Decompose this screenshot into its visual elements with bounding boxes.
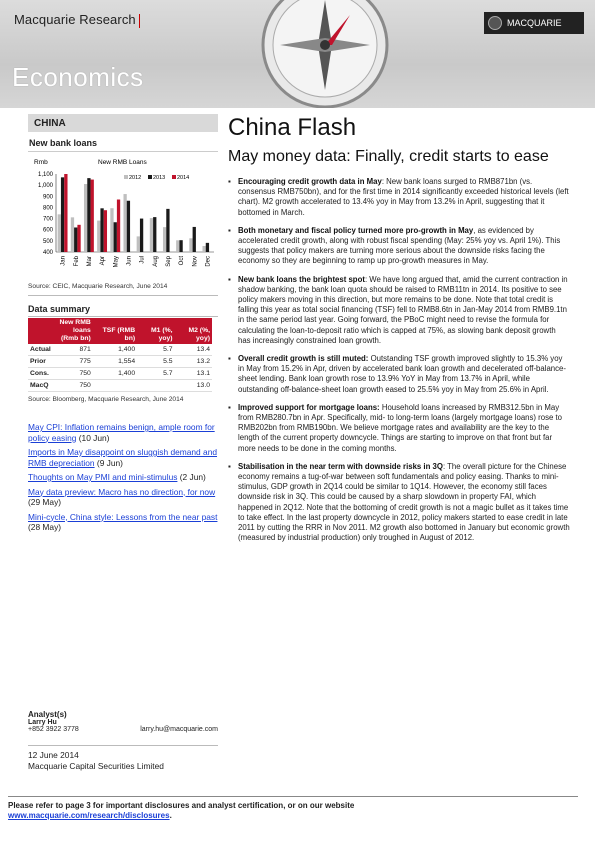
x-tick-label: Dec	[205, 256, 212, 267]
report-link[interactable]: May CPI: Inflation remains benign, ample room for policy easing	[28, 422, 215, 443]
table-source: Source: Bloomberg, Macquarie Research, June 2014	[28, 396, 184, 403]
bullet-lead: Stabilisation in the near term with downside risks in 3Q	[238, 461, 443, 471]
legend-label: 2014	[177, 175, 190, 181]
bullet-body: , as evidenced by accelerated credit growth, along with robust fiscal spending (May: 25% yoy vs. April 1%). This suggests that policy makers are turning more serious about the downside risks facing the economy so they are beginning to ramp up pro-growth measures in May.	[238, 225, 561, 266]
x-tick-label: Jun	[126, 256, 133, 266]
list-item	[228, 275, 570, 346]
bullet-lead: Both monetary and fiscal policy turned more pro-growth in May	[238, 225, 474, 235]
related-reports	[28, 422, 218, 533]
y-tick-label: 700	[42, 216, 53, 223]
analyst-contact	[28, 726, 218, 733]
table-cell: 13.4	[175, 344, 212, 356]
page-subtitle: May money data: Finally, credit starts to ease	[228, 148, 549, 165]
table-cell: 13.0	[175, 380, 212, 392]
disclosures-link[interactable]: www.macquarie.com/research/disclosures	[8, 811, 170, 820]
table-cell: 775	[53, 356, 93, 368]
table-cell: 1,400	[93, 368, 137, 380]
x-tick-label: Apr	[100, 256, 107, 266]
x-tick-label: Aug	[152, 256, 159, 267]
company-name: Macquarie Capital Securities Limited	[28, 760, 164, 771]
x-tick-label: May	[113, 256, 120, 268]
x-tick-label: Nov	[192, 256, 199, 267]
bar	[91, 180, 94, 252]
bar	[104, 210, 107, 252]
bullet-list	[228, 177, 570, 544]
bar	[137, 236, 140, 252]
table-cell: 5.7	[137, 368, 174, 380]
bar	[61, 177, 64, 252]
y-tick-label: 800	[42, 205, 53, 212]
table-cell: 750	[53, 368, 93, 380]
table-cell: 5.5	[137, 356, 174, 368]
y-tick-label: 900	[42, 194, 53, 201]
table-cell	[93, 380, 137, 392]
country-label: CHINA	[28, 114, 218, 132]
legend-label: 2013	[153, 175, 166, 181]
bar	[193, 227, 196, 252]
table-row	[28, 344, 212, 356]
bullet-lead: Overall credit growth is still muted:	[238, 354, 369, 364]
bar	[140, 219, 143, 252]
chart-title: New RMB Loans	[98, 159, 147, 166]
legend-label: 2012	[129, 175, 142, 181]
list-item	[28, 447, 218, 468]
bullet-body: Household loans increased by RMB312.5bn in May from RMB280.7bn in Apr. Specifically, mid- to long-term loans (largely mortgage loans) rose to RMB202bn from RMB190bn. We believe mortgage rates and availability are the key to the length of the current property downcycle. Things are starting to improve on that front but far more needs to be done in the coming months.	[238, 402, 563, 453]
brand-name: Macquarie Research	[14, 12, 140, 28]
report-link[interactable]: Imports in May disappoint on sluggish demand and RMB depreciation	[28, 447, 218, 468]
publication-info	[28, 745, 218, 771]
report-link[interactable]: Thoughts on May PMI and mini-stimulus	[28, 472, 178, 482]
table-cell: 1,554	[93, 356, 137, 368]
table-cell: 871	[53, 344, 93, 356]
analyst-phone: +852 3922 3778	[28, 726, 79, 733]
table-cell: Actual	[28, 344, 53, 356]
table-cell: 1,400	[93, 344, 137, 356]
loans-chart	[28, 151, 218, 279]
table-cell	[137, 380, 174, 392]
table-cell: Prior	[28, 356, 53, 368]
table-cell: 5.7	[137, 344, 174, 356]
bar	[74, 227, 77, 252]
footer-text: Please refer to page 3 for important disclosures and analyst certification, or on our website	[8, 801, 355, 810]
analyst-block	[28, 710, 218, 733]
bullet-lead: Improved support for mortgage loans:	[238, 402, 380, 412]
list-item	[228, 226, 570, 267]
x-tick-label: Jul	[139, 256, 146, 264]
sidebar	[28, 114, 218, 537]
list-item	[228, 354, 570, 395]
bar	[100, 208, 103, 252]
table-cell: MacQ	[28, 380, 53, 392]
table-cell: 750	[53, 380, 93, 392]
bar	[206, 243, 209, 252]
bar	[202, 246, 205, 252]
table-header-cell	[28, 318, 53, 344]
table-cell: Cons.	[28, 368, 53, 380]
bullet-body: Outstanding TSF growth improved slightly to 15.3% yoy in May from 15.2% in Apr, driven by accelerated bank loan growth and decelerated off-balance-sheet lending. Bank loan growth rose to 13.9% YoY in May from 13.7% in April, while outstanding off-balance-sheet loan growth eased to 25.5% yoy in May from 25.6% in April.	[238, 354, 566, 394]
bullet-body: : The overall picture for the Chinese economy remains a tug-of-war between soft fundamentals and policy easing. Thanks to mini-stimulus, GDP growth in 2Q14 could be similar to 1Q14. However, the economy still faces downside risk in 3Q. This could be caused by a sharp slowdown in property FAI, which happened in 2Q12. Note that the bottoming of credit growth is not a magic bullet as it takes time to take effect. In the last property downcycle in 2012, policy makers started to ease credit in late 2011 by cutting the RRR in Nov 2011. M2 growth also bottomed in January but economic growth (measured by industrial production) only troughed in August of 2012.	[238, 461, 570, 543]
bar	[153, 217, 156, 252]
bullet-body: : We have long argued that, amid the current contraction in shadow banking, the bank loan quota should be raised to RMB11tn in 2014. Its positive to see policy makers moving in this direction, but more remains to be done. Note that total credit is falling this year as total social financing (TSF) fell to RMB8.6tn in Jan-May 2014 from RMB9.1tn in the same period last year. Going forward, the PBoC might need to revise the formula for calculating the loan-to-deposit ratio which is capped at 75%, as slowing bank deposit growth has increasingly constrained loan growth.	[238, 274, 568, 345]
disclosure-footer	[8, 796, 578, 821]
bar	[176, 240, 179, 252]
report-link[interactable]: Mini-cycle, China style: Lessons from the near past	[28, 511, 218, 522]
bar	[150, 218, 153, 252]
section-title: Economics	[12, 62, 144, 92]
bar	[58, 214, 61, 252]
y-tick-label: 400	[42, 250, 53, 256]
bar	[64, 174, 67, 252]
bar	[179, 240, 182, 252]
table-header-cell: M1 (%, yoy)	[137, 318, 174, 344]
list-item	[228, 462, 570, 544]
legend-swatch	[148, 175, 152, 179]
publication-date: 12 June 2014	[28, 750, 79, 760]
data-summary-table	[28, 318, 212, 392]
report-date: (10 Jun)	[76, 432, 110, 443]
table-row	[28, 380, 212, 392]
compass-image-icon	[250, 0, 400, 108]
table-row	[28, 368, 212, 380]
table-header-cell: M2 (%, yoy)	[175, 318, 212, 344]
report-date: (28 May)	[28, 522, 62, 532]
page-title: China Flash	[228, 114, 357, 141]
bar	[117, 200, 120, 252]
analyst-name: Larry Hu	[28, 719, 57, 726]
list-item	[28, 487, 218, 508]
loans-chart-svg	[28, 152, 218, 280]
bar	[97, 221, 100, 252]
list-item	[28, 512, 218, 533]
footer-end: .	[169, 811, 172, 820]
bar	[166, 209, 169, 252]
bullet-lead: Encouraging credit growth data in May	[238, 177, 382, 186]
logo-emblem-icon	[488, 16, 502, 30]
table-header-cell: TSF (RMB bn)	[93, 318, 137, 344]
table-cell: 13.2	[175, 356, 212, 368]
y-tick-label: 1,100	[37, 172, 53, 178]
analyst-label: Analyst(s)	[28, 710, 67, 719]
chart-caption: New bank loans	[29, 138, 98, 148]
x-tick-label: Feb	[73, 256, 80, 267]
y-tick-label: 500	[42, 238, 53, 245]
report-link[interactable]: May data preview: Macro has no direction, for now	[28, 486, 216, 497]
bar	[127, 201, 130, 252]
list-item	[228, 177, 570, 218]
bar	[123, 194, 126, 252]
list-item	[228, 403, 570, 454]
table-cell: 13.1	[175, 368, 212, 380]
brand-divider	[139, 14, 140, 28]
macquarie-logo: MACQUARIE	[484, 12, 584, 34]
bar	[77, 225, 80, 252]
legend-swatch	[124, 175, 128, 179]
x-tick-label: Oct	[179, 256, 186, 266]
report-date: (2 Jun)	[177, 472, 206, 482]
report-date: (9 Jun)	[94, 457, 123, 468]
y-tick-label: 600	[42, 227, 53, 234]
bar	[84, 184, 87, 252]
bar	[189, 238, 192, 252]
bar	[110, 208, 113, 252]
x-tick-label: Mar	[86, 256, 93, 267]
main-content	[228, 114, 570, 552]
list-item	[28, 422, 218, 443]
list-item	[28, 472, 218, 483]
legend-swatch	[172, 175, 176, 179]
chart-source: Source: CEIC, Macquarie Research, June 2014	[28, 283, 218, 296]
bar	[114, 222, 117, 252]
y-tick-label: 1,000	[37, 183, 53, 190]
report-header	[0, 0, 595, 108]
x-tick-label: Sep	[165, 256, 172, 267]
bullet-lead: New bank loans the brightest spot	[238, 274, 365, 284]
analyst-email[interactable]: larry.hu@macquarie.com	[140, 726, 218, 733]
bar	[71, 217, 74, 252]
bar	[87, 178, 90, 252]
bar	[163, 227, 166, 252]
x-tick-label: Jan	[60, 256, 67, 266]
table-header-cell: New RMB loans (Rmb bn)	[53, 318, 93, 344]
report-date: (29 May)	[28, 497, 62, 507]
bullet-body: : New bank loans surged to RMB871bn (vs. consensus RMB750bn), and for the first time in 2014 significantly exceeded historical levels (left chart). M2 growth accelerated to 13.4% yoy in May from 13.2% in April, suggesting that it bottomed in March.	[238, 177, 569, 217]
data-summary-title: Data summary	[28, 304, 218, 317]
table-row	[28, 356, 212, 368]
y-axis-label: Rmb	[34, 159, 48, 166]
table-header-row	[28, 318, 212, 344]
